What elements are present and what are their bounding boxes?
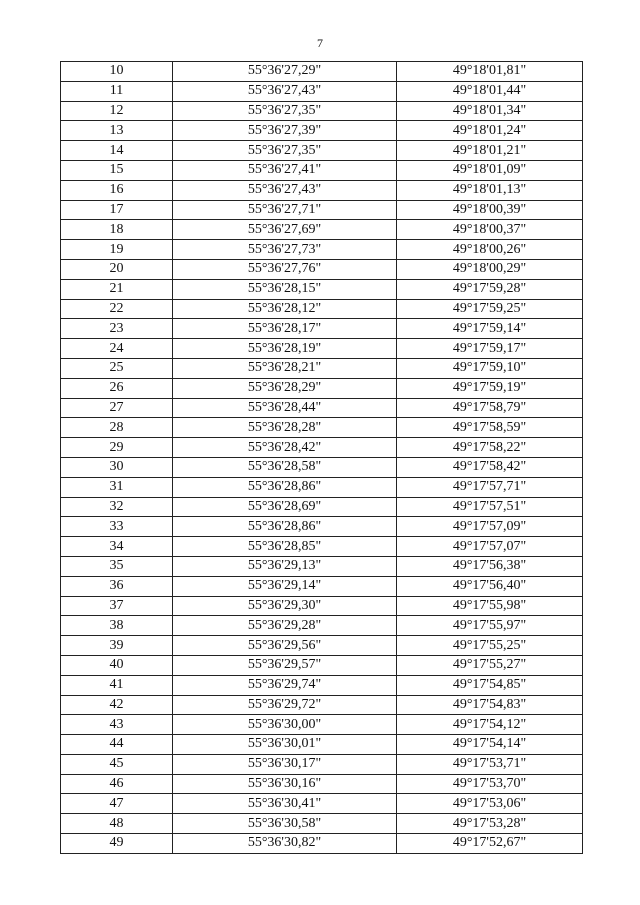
longitude-cell: 49°17'57,71" — [397, 477, 583, 497]
point-number-cell: 33 — [61, 517, 173, 537]
latitude-cell: 55°36'29,72" — [173, 695, 397, 715]
latitude-cell: 55°36'28,19" — [173, 339, 397, 359]
table-row — [61, 517, 583, 537]
latitude-cell: 55°36'28,86" — [173, 517, 397, 537]
point-number-cell: 16 — [61, 180, 173, 200]
table-row — [61, 675, 583, 695]
longitude-cell: 49°17'58,42" — [397, 457, 583, 477]
longitude-cell: 49°17'55,27" — [397, 655, 583, 675]
longitude-cell: 49°17'59,17" — [397, 339, 583, 359]
longitude-cell: 49°17'54,14" — [397, 735, 583, 755]
longitude-cell: 49°17'59,28" — [397, 279, 583, 299]
table-row — [61, 220, 583, 240]
latitude-cell: 55°36'30,16" — [173, 774, 397, 794]
point-number-cell: 49 — [61, 834, 173, 854]
table-row — [61, 438, 583, 458]
latitude-cell: 55°36'28,85" — [173, 537, 397, 557]
table-row — [61, 398, 583, 418]
longitude-cell: 49°17'55,98" — [397, 596, 583, 616]
latitude-cell: 55°36'30,01" — [173, 735, 397, 755]
point-number-cell: 45 — [61, 754, 173, 774]
longitude-cell: 49°17'57,07" — [397, 537, 583, 557]
point-number-cell: 44 — [61, 735, 173, 755]
table-row — [61, 754, 583, 774]
table-row — [61, 101, 583, 121]
longitude-cell: 49°17'59,14" — [397, 319, 583, 339]
latitude-cell: 55°36'27,43" — [173, 81, 397, 101]
point-number-cell: 28 — [61, 418, 173, 438]
point-number-cell: 34 — [61, 537, 173, 557]
longitude-cell: 49°17'57,51" — [397, 497, 583, 517]
table-row — [61, 774, 583, 794]
table-row — [61, 794, 583, 814]
table-row — [61, 596, 583, 616]
point-number-cell: 38 — [61, 616, 173, 636]
table-row — [61, 616, 583, 636]
point-number-cell: 43 — [61, 715, 173, 735]
longitude-cell: 49°17'59,19" — [397, 378, 583, 398]
point-number-cell: 13 — [61, 121, 173, 141]
latitude-cell: 55°36'28,28" — [173, 418, 397, 438]
point-number-cell: 23 — [61, 319, 173, 339]
table-row — [61, 299, 583, 319]
table-row — [61, 339, 583, 359]
point-number-cell: 18 — [61, 220, 173, 240]
latitude-cell: 55°36'30,00" — [173, 715, 397, 735]
latitude-cell: 55°36'28,29" — [173, 378, 397, 398]
table-row — [61, 358, 583, 378]
longitude-cell: 49°18'01,21" — [397, 141, 583, 161]
longitude-cell: 49°17'53,70" — [397, 774, 583, 794]
longitude-cell: 49°17'54,85" — [397, 675, 583, 695]
latitude-cell: 55°36'28,58" — [173, 457, 397, 477]
latitude-cell: 55°36'27,43" — [173, 180, 397, 200]
latitude-cell: 55°36'29,14" — [173, 576, 397, 596]
latitude-cell: 55°36'27,35" — [173, 101, 397, 121]
table-row — [61, 636, 583, 656]
table-row — [61, 160, 583, 180]
table-row — [61, 735, 583, 755]
longitude-cell: 49°18'01,09" — [397, 160, 583, 180]
point-number-cell: 47 — [61, 794, 173, 814]
point-number-cell: 39 — [61, 636, 173, 656]
latitude-cell: 55°36'29,30" — [173, 596, 397, 616]
point-number-cell: 37 — [61, 596, 173, 616]
latitude-cell: 55°36'27,41" — [173, 160, 397, 180]
longitude-cell: 49°17'54,83" — [397, 695, 583, 715]
latitude-cell: 55°36'27,71" — [173, 200, 397, 220]
table-row — [61, 457, 583, 477]
latitude-cell: 55°36'29,57" — [173, 655, 397, 675]
point-number-cell: 48 — [61, 814, 173, 834]
point-number-cell: 11 — [61, 81, 173, 101]
table-row — [61, 259, 583, 279]
table-row — [61, 200, 583, 220]
longitude-cell: 49°17'58,79" — [397, 398, 583, 418]
longitude-cell: 49°18'00,29" — [397, 259, 583, 279]
latitude-cell: 55°36'28,21" — [173, 358, 397, 378]
longitude-cell: 49°17'59,10" — [397, 358, 583, 378]
latitude-cell: 55°36'27,76" — [173, 259, 397, 279]
point-number-cell: 42 — [61, 695, 173, 715]
point-number-cell: 19 — [61, 240, 173, 260]
longitude-cell: 49°17'53,71" — [397, 754, 583, 774]
point-number-cell: 21 — [61, 279, 173, 299]
latitude-cell: 55°36'27,69" — [173, 220, 397, 240]
point-number-cell: 25 — [61, 358, 173, 378]
latitude-cell: 55°36'28,86" — [173, 477, 397, 497]
table-row — [61, 279, 583, 299]
point-number-cell: 15 — [61, 160, 173, 180]
longitude-cell: 49°17'55,97" — [397, 616, 583, 636]
longitude-cell: 49°17'52,67" — [397, 834, 583, 854]
longitude-cell: 49°17'55,25" — [397, 636, 583, 656]
table-row — [61, 834, 583, 854]
point-number-cell: 29 — [61, 438, 173, 458]
latitude-cell: 55°36'29,28" — [173, 616, 397, 636]
table-row — [61, 477, 583, 497]
table-row — [61, 62, 583, 82]
longitude-cell: 49°17'54,12" — [397, 715, 583, 735]
page-number: 7 — [317, 36, 323, 50]
longitude-cell: 49°17'59,25" — [397, 299, 583, 319]
latitude-cell: 55°36'28,15" — [173, 279, 397, 299]
latitude-cell: 55°36'29,13" — [173, 556, 397, 576]
latitude-cell: 55°36'27,39" — [173, 121, 397, 141]
longitude-cell: 49°17'58,59" — [397, 418, 583, 438]
point-number-cell: 12 — [61, 101, 173, 121]
longitude-cell: 49°17'56,38" — [397, 556, 583, 576]
longitude-cell: 49°17'53,28" — [397, 814, 583, 834]
latitude-cell: 55°36'28,69" — [173, 497, 397, 517]
table-row — [61, 655, 583, 675]
point-number-cell: 20 — [61, 259, 173, 279]
table-row — [61, 319, 583, 339]
latitude-cell: 55°36'27,73" — [173, 240, 397, 260]
longitude-cell: 49°17'53,06" — [397, 794, 583, 814]
longitude-cell: 49°18'01,81" — [397, 62, 583, 82]
point-number-cell: 32 — [61, 497, 173, 517]
latitude-cell: 55°36'28,12" — [173, 299, 397, 319]
longitude-cell: 49°17'57,09" — [397, 517, 583, 537]
latitude-cell: 55°36'28,17" — [173, 319, 397, 339]
table-row — [61, 497, 583, 517]
latitude-cell: 55°36'29,74" — [173, 675, 397, 695]
table-row — [61, 141, 583, 161]
table-row — [61, 81, 583, 101]
latitude-cell: 55°36'27,35" — [173, 141, 397, 161]
coordinates-table — [60, 61, 583, 854]
point-number-cell: 31 — [61, 477, 173, 497]
table-row — [61, 121, 583, 141]
point-number-cell: 46 — [61, 774, 173, 794]
longitude-cell: 49°18'00,26" — [397, 240, 583, 260]
latitude-cell: 55°36'30,58" — [173, 814, 397, 834]
point-number-cell: 30 — [61, 457, 173, 477]
longitude-cell: 49°18'01,13" — [397, 180, 583, 200]
table-row — [61, 715, 583, 735]
point-number-cell: 22 — [61, 299, 173, 319]
latitude-cell: 55°36'30,17" — [173, 754, 397, 774]
point-number-cell: 27 — [61, 398, 173, 418]
table-row — [61, 180, 583, 200]
latitude-cell: 55°36'27,29" — [173, 62, 397, 82]
table-row — [61, 814, 583, 834]
longitude-cell: 49°18'01,24" — [397, 121, 583, 141]
point-number-cell: 17 — [61, 200, 173, 220]
table-row — [61, 576, 583, 596]
latitude-cell: 55°36'30,82" — [173, 834, 397, 854]
coordinates-table-body — [61, 62, 583, 854]
point-number-cell: 35 — [61, 556, 173, 576]
point-number-cell: 36 — [61, 576, 173, 596]
longitude-cell: 49°17'58,22" — [397, 438, 583, 458]
latitude-cell: 55°36'28,44" — [173, 398, 397, 418]
table-row — [61, 537, 583, 557]
longitude-cell: 49°18'00,39" — [397, 200, 583, 220]
longitude-cell: 49°18'01,34" — [397, 101, 583, 121]
latitude-cell: 55°36'29,56" — [173, 636, 397, 656]
point-number-cell: 41 — [61, 675, 173, 695]
table-row — [61, 378, 583, 398]
point-number-cell: 10 — [61, 62, 173, 82]
table-row — [61, 556, 583, 576]
table-row — [61, 695, 583, 715]
latitude-cell: 55°36'28,42" — [173, 438, 397, 458]
longitude-cell: 49°18'01,44" — [397, 81, 583, 101]
longitude-cell: 49°18'00,37" — [397, 220, 583, 240]
table-row — [61, 240, 583, 260]
latitude-cell: 55°36'30,41" — [173, 794, 397, 814]
point-number-cell: 14 — [61, 141, 173, 161]
longitude-cell: 49°17'56,40" — [397, 576, 583, 596]
point-number-cell: 40 — [61, 655, 173, 675]
table-row — [61, 418, 583, 438]
point-number-cell: 24 — [61, 339, 173, 359]
point-number-cell: 26 — [61, 378, 173, 398]
